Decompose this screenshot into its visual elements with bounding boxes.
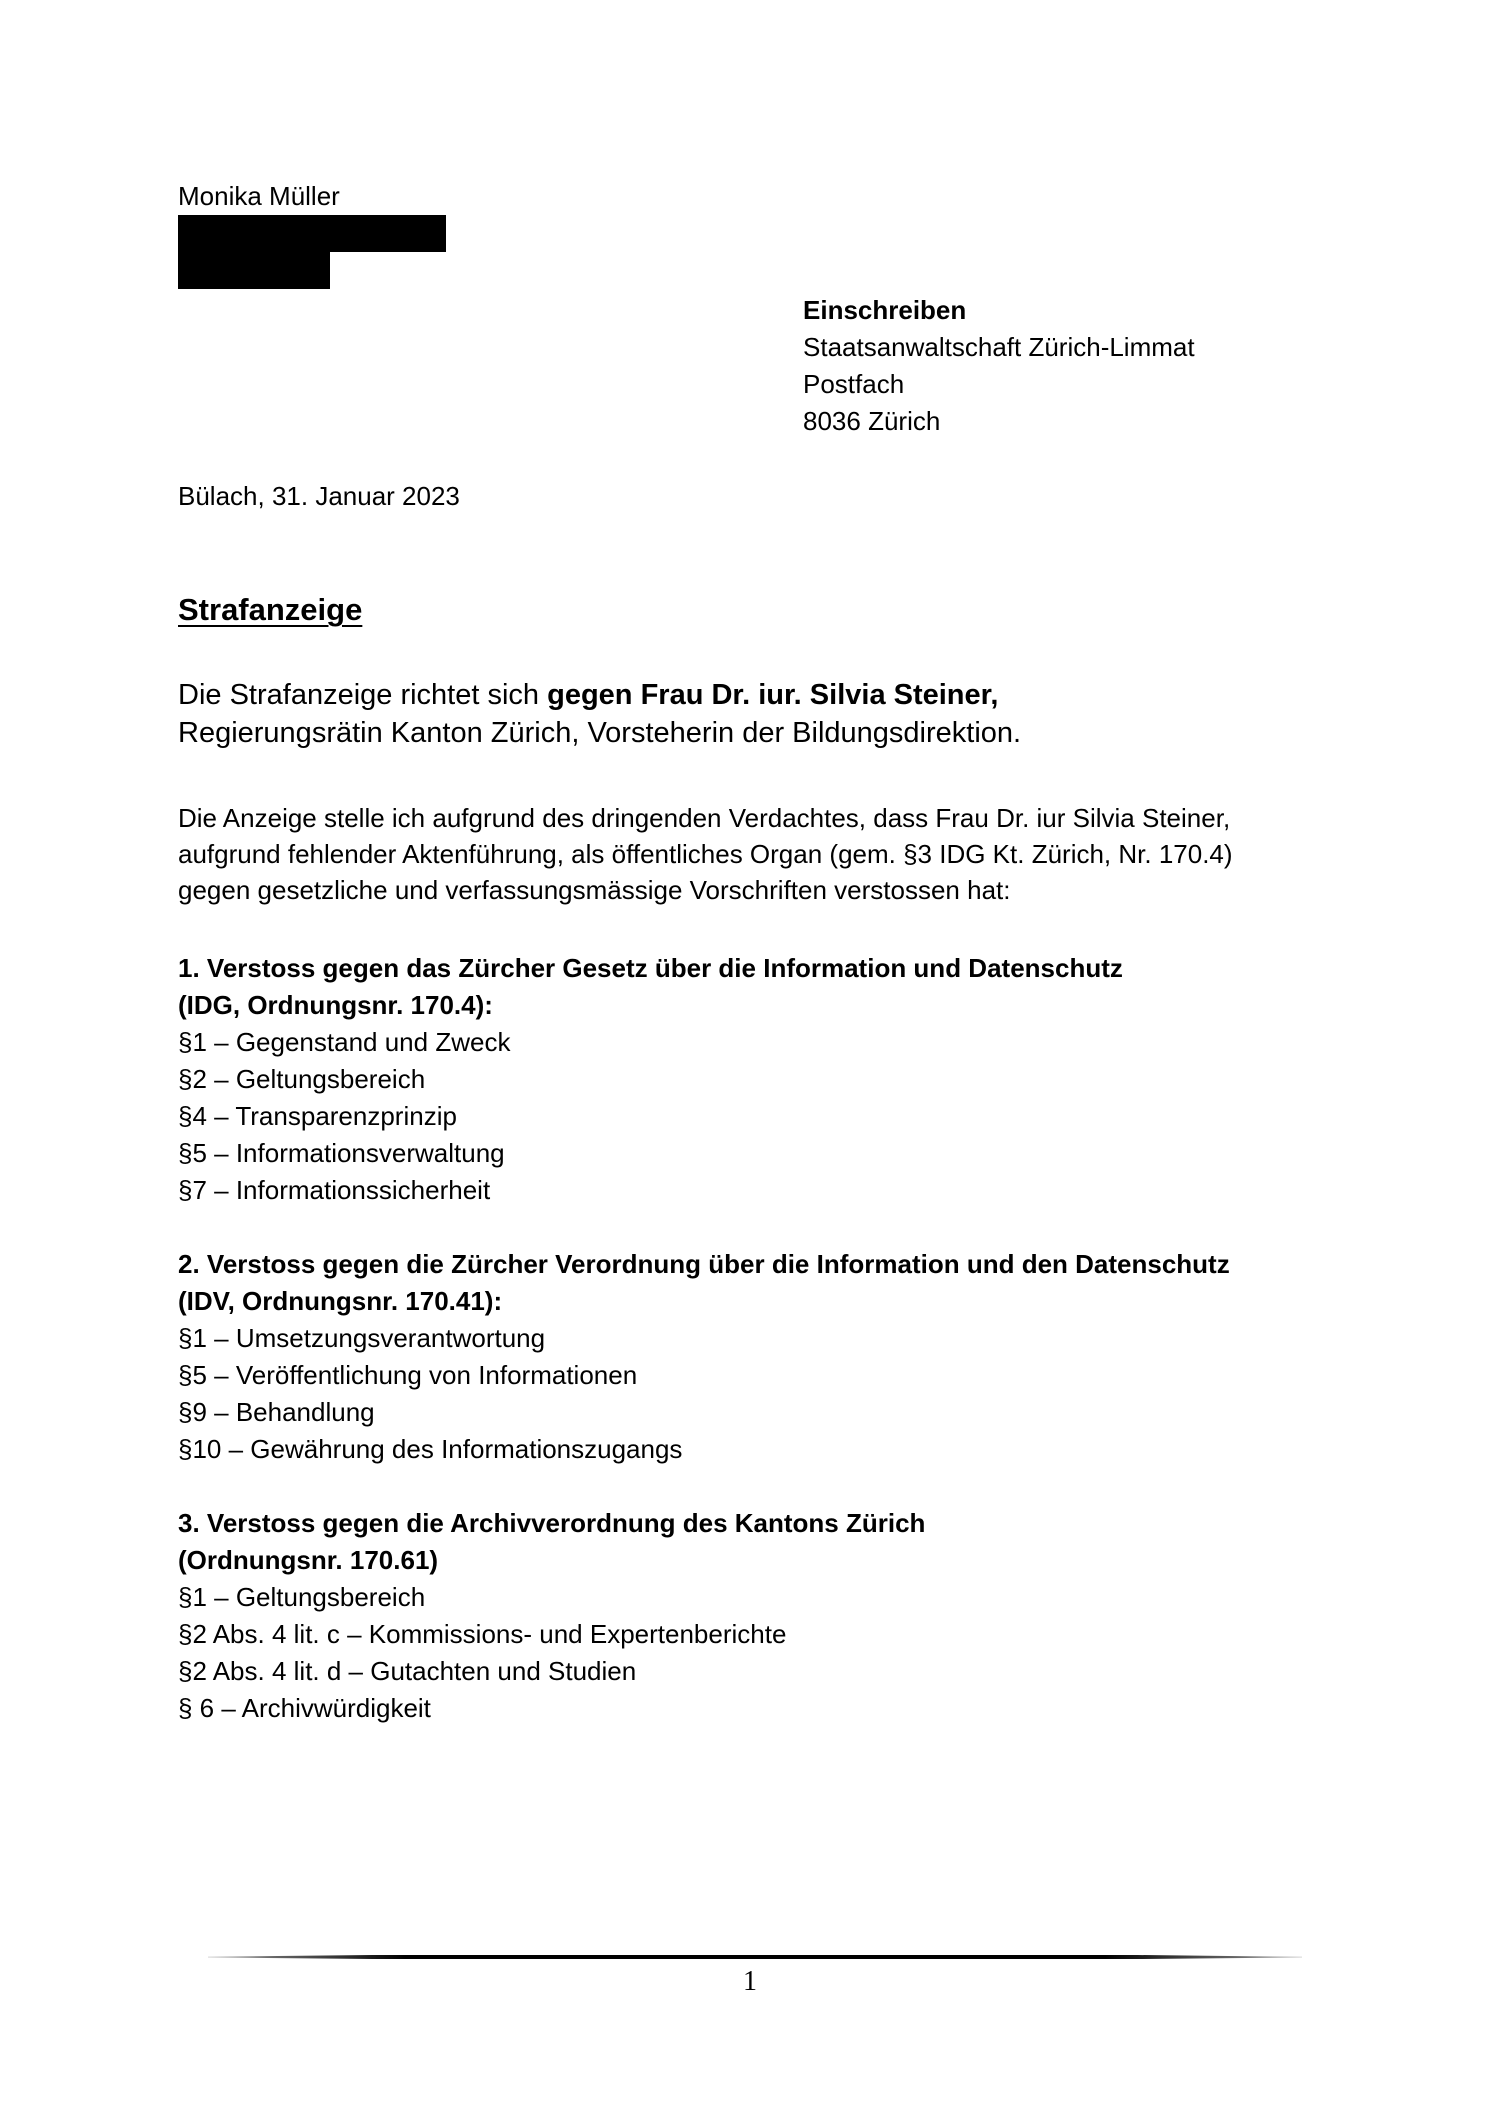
accused-prefix: Die Strafanzeige richtet sich — [178, 679, 548, 711]
list-item: §1 – Geltungsbereich — [178, 1582, 426, 1612]
section-heading: (IDG, Ordnungsnr. 170.4): — [178, 990, 493, 1020]
list-item: §2 Abs. 4 lit. c – Kommissions- und Expertenberichte — [178, 1619, 787, 1649]
page-title: Strafanzeige — [178, 592, 363, 627]
place-date: Bülach, 31. Januar 2023 — [178, 481, 460, 511]
intro-line: Die Anzeige stelle ich aufgrund des dringenden Verdachtes, dass Frau Dr. iur Silvia Steiner, — [178, 803, 1231, 833]
delivery-method: Einschreiben — [803, 295, 967, 325]
accused-line-1 — [178, 676, 1021, 714]
section-heading: 2. Verstoss gegen die Zürcher Verordnung über die Information und den Datenschutz — [178, 1249, 1230, 1279]
list-item: §2 – Geltungsbereich — [178, 1064, 426, 1094]
intro-line: gegen gesetzliche und verfassungsmässige Vorschriften verstossen hat: — [178, 875, 1011, 905]
list-item: §5 – Informationsverwaltung — [178, 1138, 505, 1168]
accused-name: gegen Frau Dr. iur. Silvia Steiner, — [547, 679, 999, 711]
list-item: §1 – Gegenstand und Zweck — [178, 1027, 511, 1057]
list-item: §1 – Umsetzungsverantwortung — [178, 1323, 546, 1353]
section-heading: (Ordnungsnr. 170.61) — [178, 1545, 439, 1575]
intro-line: aufgrund fehlender Aktenführung, als öffentliches Organ (gem. §3 IDG Kt. Zürich, Nr. 170.4) — [178, 839, 1233, 869]
sender-name: Monika Müller — [178, 181, 340, 211]
list-item: §7 – Informationssicherheit — [178, 1175, 491, 1205]
redacted-address-line-2 — [178, 250, 330, 289]
violation-section-3 — [178, 1505, 925, 1727]
recipient-line: Postfach — [803, 369, 905, 399]
accused-paragraph — [178, 676, 1021, 752]
list-item: § 6 – Archivwürdigkeit — [178, 1693, 431, 1723]
section-heading: (IDV, Ordnungsnr. 170.41): — [178, 1286, 503, 1316]
recipient-line: Staatsanwaltschaft Zürich-Limmat — [803, 332, 1195, 362]
recipient-line: 8036 Zürich — [803, 406, 941, 436]
list-item: §2 Abs. 4 lit. d – Gutachten und Studien — [178, 1656, 637, 1686]
list-item: §10 – Gewährung des Informationszugangs — [178, 1434, 683, 1464]
list-item: §9 – Behandlung — [178, 1397, 375, 1427]
list-item: §4 – Transparenzprinzip — [178, 1101, 457, 1131]
recipient-address — [803, 292, 1195, 440]
footer-divider — [208, 1955, 1302, 1959]
page-number: 1 — [743, 1966, 757, 1997]
violation-section-2 — [178, 1246, 1230, 1468]
violation-section-1 — [178, 950, 1123, 1209]
list-item: §5 – Veröffentlichung von Informationen — [178, 1360, 638, 1390]
accused-line-2: Regierungsrätin Kanton Zürich, Vorsteherin der Bildungsdirektion. — [178, 717, 1022, 749]
section-heading: 3. Verstoss gegen die Archivverordnung des Kantons Zürich — [178, 1508, 926, 1538]
intro-paragraph — [178, 800, 1233, 908]
redacted-address-line-1 — [178, 215, 446, 252]
section-heading: 1. Verstoss gegen das Zürcher Gesetz über die Information und Datenschutz — [178, 953, 1123, 983]
